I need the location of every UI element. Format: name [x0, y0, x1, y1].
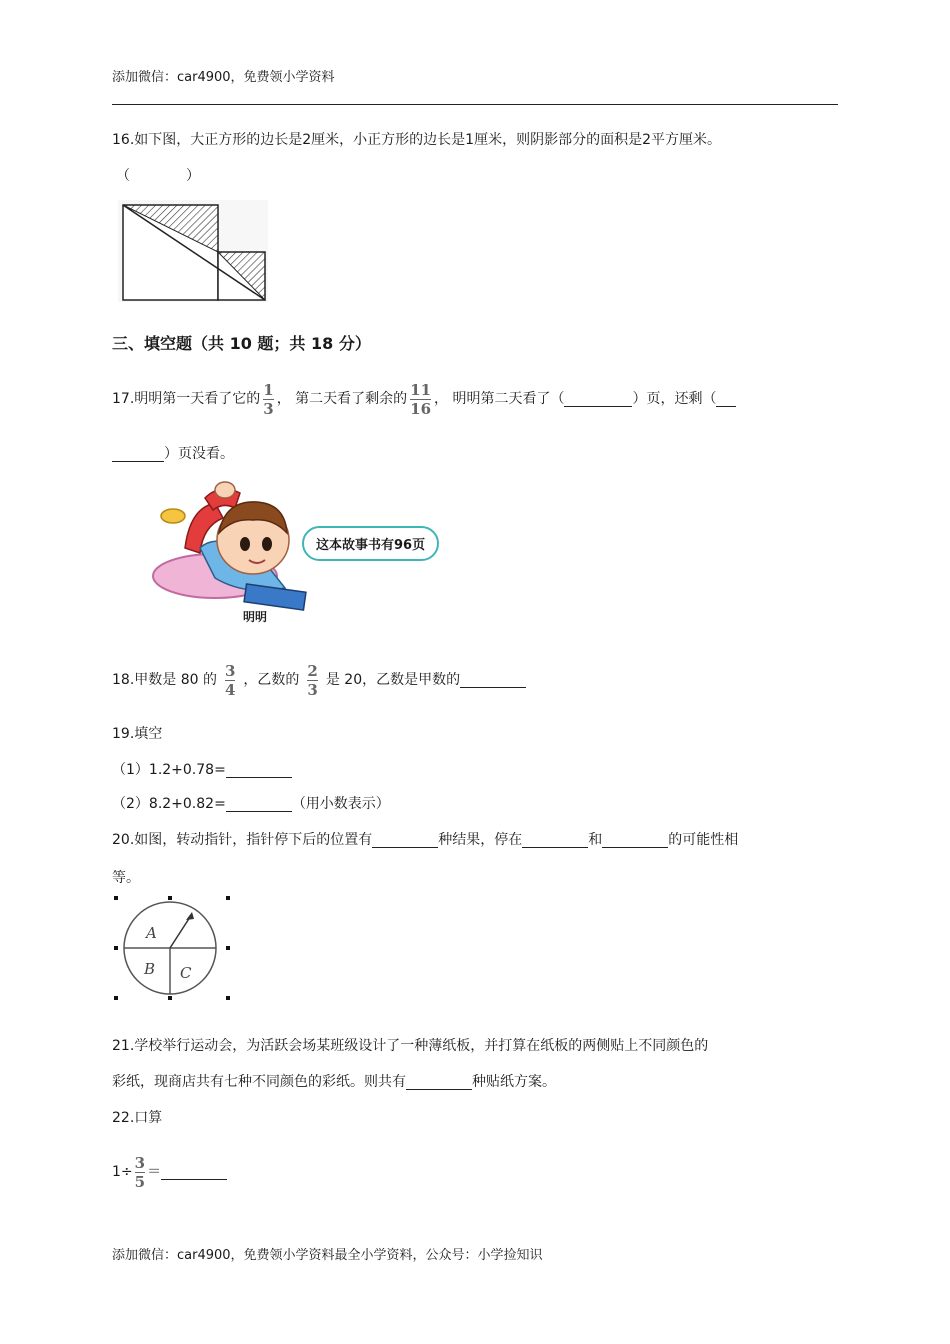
- boy-reading-illustration: [145, 478, 330, 628]
- q19-title: 19.填空: [112, 726, 163, 742]
- q17-answer-blank-1[interactable]: [564, 392, 632, 407]
- q18-frac1-den: 4: [224, 680, 236, 699]
- q20-part1: 20.如图，转动指针，指针停下后的位置有: [112, 832, 373, 848]
- q19-item2-tail: （用小数表示）: [291, 796, 390, 812]
- q18-fraction-1: [225, 663, 235, 698]
- q22-expr1: 1÷: [112, 1164, 133, 1180]
- speech-bubble: 这本故事书有96页: [302, 526, 439, 561]
- sector-a-label: A: [146, 924, 157, 942]
- q17-fraction-1: [263, 382, 273, 417]
- q19-item1-text: （1）1.2+0.78=: [112, 762, 226, 778]
- q19-item-1: [112, 760, 292, 780]
- q19-item2-text: （2）8.2+0.82=: [112, 796, 226, 812]
- q17-line2: [112, 444, 234, 464]
- q18-part2: ，乙数的: [243, 672, 300, 688]
- q16-text: 16.如下图，大正方形的边长是2厘米，小正方形的边长是1厘米，则阴影部分的面积是2平方厘米。: [112, 132, 721, 148]
- q22-title: 22.口算: [112, 1110, 163, 1126]
- q17-frac1-den: 3: [263, 399, 274, 418]
- section3-title: 三、填空题（共 10 题；共 18 分）: [112, 334, 371, 353]
- q18-line: [112, 658, 526, 702]
- q17-frac1-num: 1: [263, 380, 274, 399]
- sector-c-label: C: [180, 964, 192, 982]
- q20-part2: 种结果，停在: [438, 832, 523, 848]
- q17-frac2-num: 11: [410, 380, 432, 399]
- q21-answer-blank[interactable]: [406, 1075, 472, 1090]
- q20-line2: 等。: [112, 870, 140, 886]
- q21-line1: 21.学校举行运动会，为活跃会场某班级设计了一种薄纸板，并打算在纸板的两侧贴上不同颜色的: [112, 1038, 709, 1054]
- q17-part4: ）页，还剩（: [632, 391, 717, 407]
- q18-part3: 是 20，乙数是甲数的: [325, 672, 461, 688]
- q17-fraction-2: [410, 382, 431, 417]
- spinner-figure: [112, 894, 234, 1004]
- q17-part2: ， 第二天看了剩余的: [276, 391, 408, 407]
- q18-part1: 18.甲数是 80 的: [112, 672, 217, 688]
- footer-text: 添加微信：car4900，免费领小学资料最全小学资料，公众号：小学捡知识: [112, 1248, 543, 1263]
- header-rule: [112, 104, 838, 105]
- q21-line2b: 种贴纸方案。: [472, 1074, 556, 1090]
- q22-answer-blank[interactable]: [161, 1165, 227, 1180]
- q18-frac1-num: 3: [224, 661, 236, 680]
- q18-fraction-2: [307, 663, 317, 698]
- q16-answer-paren: （ ）: [116, 168, 200, 184]
- q18-answer-blank[interactable]: [460, 673, 526, 688]
- q22-expr2: ＝: [147, 1164, 162, 1180]
- q22-fraction: [135, 1155, 145, 1190]
- q20-answer-blank-2[interactable]: [522, 833, 588, 848]
- q19-answer-blank-1[interactable]: [226, 763, 292, 778]
- q17-part3: ， 明明第二天看了（: [434, 391, 565, 407]
- q21-line2: [112, 1072, 556, 1092]
- boy-name-label: 明明: [243, 610, 268, 624]
- q21-line2a: 彩纸，现商店共有七种不同颜色的彩纸。则共有: [112, 1074, 406, 1090]
- q17-frac2-den: 16: [410, 399, 432, 418]
- q17-part5: ）页没看。: [164, 446, 234, 462]
- q17-part1: 17.明明第一天看了它的: [112, 391, 261, 407]
- q20-part3: 和: [588, 832, 603, 848]
- q20-answer-blank-1[interactable]: [372, 833, 438, 848]
- q18-frac2-den: 3: [307, 680, 318, 699]
- sector-b-label: B: [144, 960, 156, 978]
- q18-frac2-num: 2: [307, 661, 318, 680]
- header-text: 添加微信：car4900，免费领小学资料: [112, 70, 335, 85]
- q19-answer-blank-2[interactable]: [226, 797, 292, 812]
- q17-answer-blank-2a[interactable]: [716, 392, 736, 407]
- q16-squares-figure: [118, 200, 270, 304]
- q20-answer-blank-3[interactable]: [602, 833, 668, 848]
- q17-answer-blank-2b[interactable]: [112, 447, 164, 462]
- q22-frac-den: 5: [134, 1172, 146, 1191]
- q17-line1: [112, 376, 736, 422]
- q20-line1: [112, 830, 738, 850]
- q19-item-2: [112, 794, 390, 814]
- q22-expression: [112, 1150, 227, 1194]
- q22-frac-num: 3: [134, 1153, 146, 1172]
- q20-part4: 的可能性相: [668, 832, 739, 848]
